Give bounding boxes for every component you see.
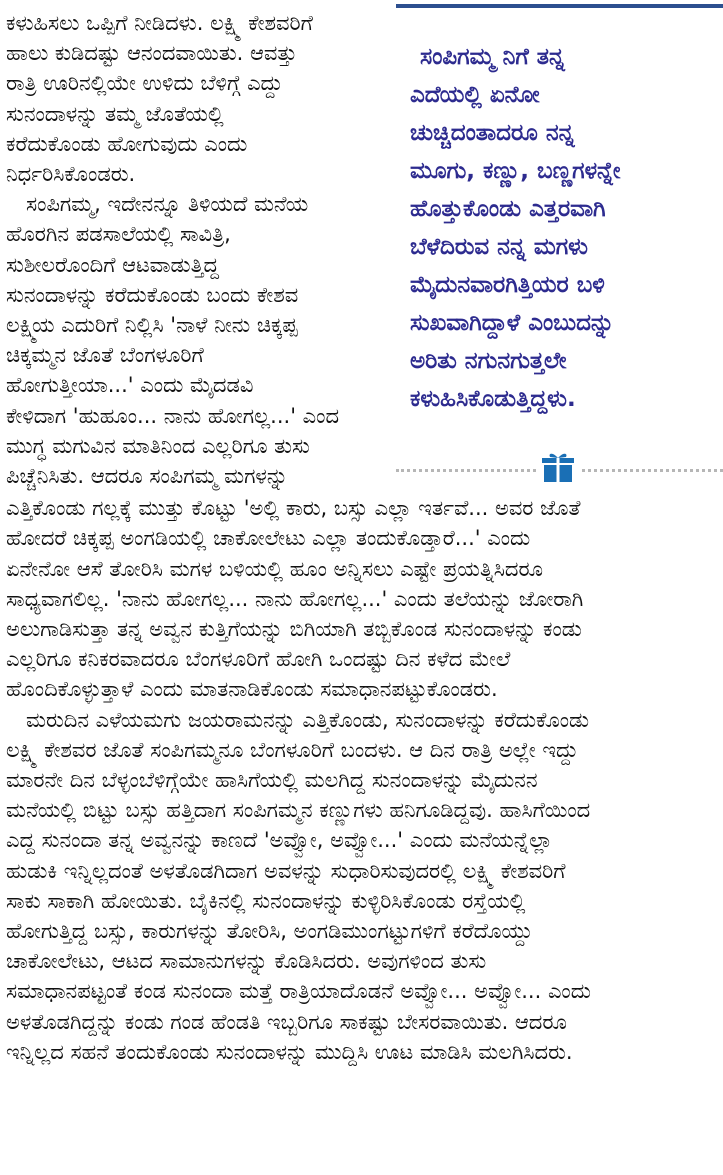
article-line: ಸಮಾಧಾನಪಟ್ಟಂತೆ ಕಂಡ ಸುನಂದಾ ಮತ್ತೆ ರಾತ್ರಿಯಾದೊಡನೆ ಅವ್ವೋ... ಅವ್ವೋ... ಎಂದು <box>6 979 591 1004</box>
article-line: ಕೇಳಿದಾಗ 'ಹುಹೂಂ... ನಾನು ಹೋಗಲ್ಲ...' ಎಂದ <box>6 403 340 428</box>
article-line: ಸಂಪಿಗಮ್ಮ, ಇದೇನನ್ನೂ ತಿಳಿಯದೆ ಮನೆಯ <box>26 192 309 217</box>
article-line: ಚಾಕೋಲೇಟು, ಆಟದ ಸಾಮಾನುಗಳನ್ನು ಕೊಡಿಸಿದರು. ಅವುಗಳಿಂದ ತುಸು <box>6 949 487 974</box>
pull-quote-line: ಮೈದುನವಾರಗಿತ್ತಿಯರ ಬಳಿ <box>410 272 605 298</box>
article-line: ಎಲ್ಲರಿಗೂ ಕನಿಕರವಾದರೂ ಬೆಂಗಳೂರಿಗೆ ಹೋಗಿ ಒಂದಷ್ಟು ದಿನ ಕಳೆದ ಮೇಲೆ <box>6 647 511 672</box>
section-separator <box>396 452 723 488</box>
article-line: ಹೋಗುತ್ತೀಯಾ...' ಎಂದು ಮೈದಡವಿ <box>6 373 254 398</box>
article-line: ಹೊರಗಿನ ಪಡಸಾಲೆಯಲ್ಲಿ ಸಾವಿತ್ರಿ, <box>6 222 231 247</box>
article-line: ಸಾಕು ಸಾಕಾಗಿ ಹೋಯಿತು. ಬೈಕಿನಲ್ಲಿ ಸುನಂದಾಳನ್ನು ಕುಳ್ಳಿರಿಸಿಕೊಂಡು ರಸ್ತೆಯಲ್ಲಿ <box>6 888 526 913</box>
article-line: ಚಿಕ್ಕಮ್ಮನ ಜೊತೆ ಬೆಂಗಳೂರಿಗೆ <box>6 343 204 368</box>
article-line: ಮರುದಿನ ಎಳೆಯಮಗು ಜಯರಾಮನನ್ನು ಎತ್ತಿಕೊಂಡು, ಸುನಂದಾಳನ್ನು ಕರೆದುಕೊಂಡು <box>26 707 590 732</box>
pull-quote-line: ಕಳುಹಿಸಿಕೊಡುತ್ತಿದ್ದಳು. <box>410 386 576 412</box>
article-line: ಏನೇನೋ ಆಸೆ ತೋರಿಸಿ ಮಗಳ ಬಳಿಯಲ್ಲಿ ಹೂಂ ಅನ್ನಿಸಲು ಎಷ್ಟೇ ಪ್ರಯತ್ನಿಸಿದರೂ <box>6 556 544 581</box>
separator-dots-left <box>396 469 536 472</box>
pull-quote-line: ಮೂಗು, ಕಣ್ಣು, ಬಣ್ಣಗಳನ್ನೇ <box>410 158 621 184</box>
article-line: ಇನ್ನಿಲ್ಲದ ಸಹನೆ ತಂದುಕೊಂಡು ಸುನಂದಾಳನ್ನು ಮುದ್ದಿಸಿ ಊಟ ಮಾಡಿಸಿ ಮಲಗಿಸಿದರು. <box>6 1039 573 1064</box>
article-line: ಅಳತೊಡಗಿದ್ದನ್ನು ಕಂಡು ಗಂಡ ಹೆಂಡತಿ ಇಬ್ಬರಿಗೂ ಸಾಕಷ್ಟು ಬೇಸರವಾಯಿತು. ಆದರೂ <box>6 1009 567 1034</box>
article-line: ಅಲುಗಾಡಿಸುತ್ತಾ ತನ್ನ ಅವ್ವನ ಕುತ್ತಿಗೆಯನ್ನು ಬಿಗಿಯಾಗಿ ತಬ್ಬಿಕೊಂಡ ಸುನಂದಾಳನ್ನು ಕಂಡು <box>6 617 582 641</box>
separator-dots-right <box>582 469 723 472</box>
article-line: ಕರೆದುಕೊಂಡು ಹೋಗುವುದು ಎಂದು <box>6 131 248 156</box>
article-line: ಹೋದರೆ ಚಿಕ್ಕಪ್ಪ ಅಂಗಡಿಯಲ್ಲಿ ಚಾಕೋಲೇಟು ಎಲ್ಲಾ ತಂದುಕೊಡ್ತಾರೆ...' ಎಂದು <box>6 526 531 551</box>
article-line: ಸುಶೀಲರೊಂದಿಗೆ ಆಟವಾಡುತ್ತಿದ್ದ <box>6 252 219 277</box>
article-line: ಹೋಗುತ್ತಿದ್ದ ಬಸ್ಸು, ಕಾರುಗಳನ್ನು ತೋರಿಸಿ, ಅಂಗಡಿಮುಂಗಟ್ಟುಗಳಿಗೆ ಕರೆದೊಯ್ದು <box>6 919 533 943</box>
pull-quote-line: ಹೊತ್ತುಕೊಂಡು ಎತ್ತರವಾಗಿ <box>410 196 606 222</box>
article-line: ಪಿಚ್ಚೆನಿಸಿತು. ಆದರೂ ಸಂಪಿಗಮ್ಮ ಮಗಳನ್ನು <box>6 464 289 488</box>
article-line: ಎದ್ದ ಸುನಂದಾ ತನ್ನ ಅವ್ವನನ್ನು ಕಾಣದೆ 'ಅವ್ವೋ, ಅವ್ವೋ...' ಎಂದು ಮನೆಯನ್ನೆಲ್ಲಾ <box>6 828 553 853</box>
pull-quote-line: ಸುಖವಾಗಿದ್ದಾಳೆ ಎಂಬುದನ್ನು <box>410 310 615 336</box>
pull-quote-line: ಸಂಪಿಗಮ್ಮ ನಿಗೆ ತನ್ನ <box>420 44 565 70</box>
article-line: ರಾತ್ರಿ ಊರಿನಲ್ಲಿಯೇ ಉಳಿದು ಬೆಳಿಗ್ಗೆ ಎದ್ದು <box>6 71 283 96</box>
article-line: ನಿರ್ಧರಿಸಿಕೊಂಡರು. <box>6 162 136 186</box>
article-line: ಮುಗ್ಧ ಮಗುವಿನ ಮಾತಿನಿಂದ ಎಲ್ಲರಿಗೂ ತುಸು <box>6 433 310 458</box>
article-line: ಹುಡುಕಿ ಇನ್ನಿಲ್ಲದಂತೆ ಅಳತೊಡಗಿದಾಗ ಅವಳನ್ನು ಸುಧಾರಿಸುವುದರಲ್ಲಿ ಲಕ್ಷ್ಮಿ ಕೇಶವರಿಗೆ <box>6 858 566 883</box>
pull-quote-line: ಅರಿತು ನಗುನಗುತ್ತಲೇ <box>410 348 567 374</box>
pull-quote-line: ಚುಚ್ಚಿದಂತಾದರೂ ನನ್ನ <box>410 120 575 146</box>
article-line: ಸಾಧ್ಯವಾಗಲಿಲ್ಲ. 'ನಾನು ಹೋಗಲ್ಲ... ನಾನು ಹೋಗಲ್ಲ...' ಎಂದು ತಲೆಯನ್ನು ಜೋರಾಗಿ <box>6 586 584 611</box>
article-line: ಮಾರನೇ ದಿನ ಬೆಳ್ಳಂಬೆಳಿಗ್ಗೆಯೇ ಹಾಸಿಗೆಯಲ್ಲಿ ಮಲಗಿದ್ದ ಸುನಂದಾಳನ್ನು ಮೈದುನನ <box>6 768 538 792</box>
article-line: ಹೊಂದಿಕೊಳ್ಳುತ್ತಾಳೆ ಎಂದು ಮಾತನಾಡಿಕೊಂಡು ಸಮಾಧಾನಪಟ್ಟುಕೊಂಡರು. <box>6 677 498 702</box>
article-line: ಹಾಲು ಕುಡಿದಷ್ಟು ಆನಂದವಾಯಿತು. ಆವತ್ತು <box>6 41 297 66</box>
article-line: ಸುನಂದಾಳನ್ನು ಕರೆದುಕೊಂಡು ಬಂದು ಕೇಶವ <box>6 282 299 307</box>
pull-quote-line: ಬೆಳೆದಿರುವ ನನ್ನ ಮಗಳು <box>410 234 588 260</box>
article-line: ಸುನಂದಾಳನ್ನು ತಮ್ಮ ಜೊತೆಯಲ್ಲಿ <box>6 101 224 126</box>
gift-icon <box>542 452 574 484</box>
article-line: ಕಳುಹಿಸಲು ಒಪ್ಪಿಗೆ ನೀಡಿದಳು. ಲಕ್ಷ್ಮಿ ಕೇಶವರಿಗೆ <box>6 11 313 35</box>
pull-quote <box>396 0 723 436</box>
article-line: ಎತ್ತಿಕೊಂಡು ಗಲ್ಲಕ್ಕೆ ಮುತ್ತು ಕೊಟ್ಟು 'ಅಲ್ಲಿ ಕಾರು, ಬಸ್ಸು ಎಲ್ಲಾ ಇರ್ತವೆ... ಅವರ ಜೊತೆ <box>6 496 581 521</box>
pull-quote-line: ಎದೆಯಲ್ಲಿ ಏನೋ <box>410 82 540 108</box>
article-line: ಲಕ್ಷ್ಮಿಯ ಎದುರಿಗೆ ನಿಲ್ಲಿಸಿ 'ನಾಳೆ ನೀನು ಚಿಕ್ಕಪ್ಪ <box>6 313 298 337</box>
article-line: ಲಕ್ಷ್ಮಿ ಕೇಶವರ ಜೊತೆ ಸಂಪಿಗಮ್ಮನೂ ಬೆಂಗಳೂರಿಗೆ ಬಂದಳು. ಆ ದಿನ ರಾತ್ರಿ ಅಲ್ಲೇ ಇದ್ದು <box>6 737 579 762</box>
article-line: ಮನೆಯಲ್ಲಿ ಬಿಟ್ಟು ಬಸ್ಸು ಹತ್ತಿದಾಗ ಸಂಪಿಗಮ್ಮನ ಕಣ್ಣುಗಳು ಹನಿಗೂಡಿದ್ದವು. ಹಾಸಿಗೆಯಿಂದ <box>6 798 591 823</box>
